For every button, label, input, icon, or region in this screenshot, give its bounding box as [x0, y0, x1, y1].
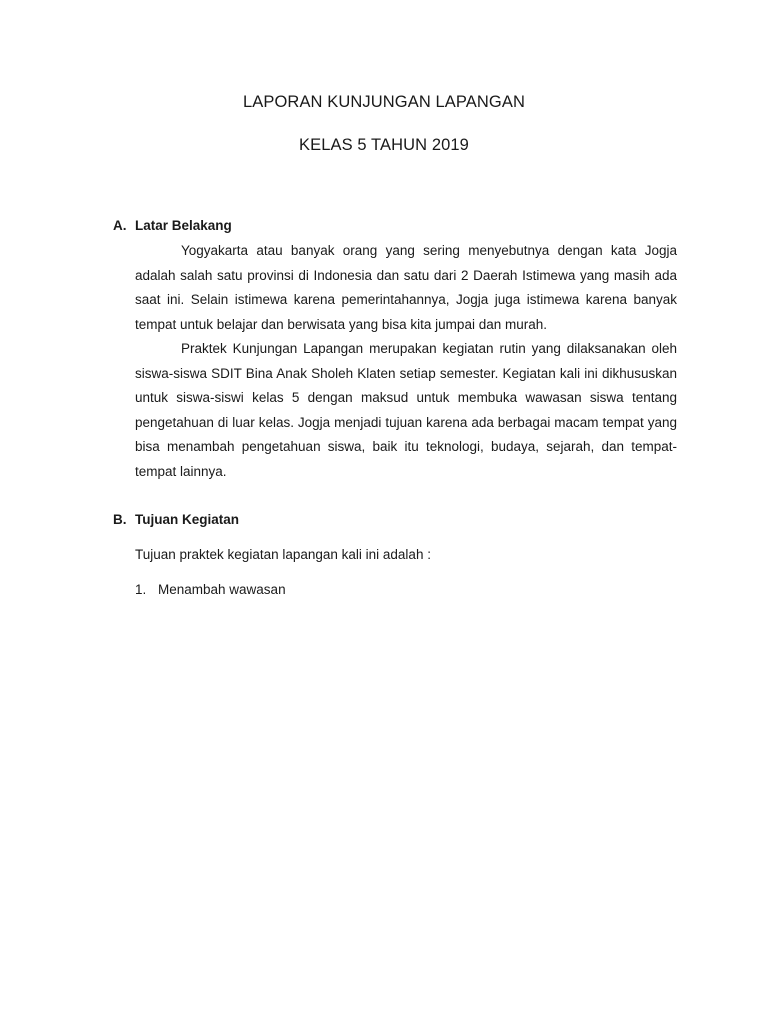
list-item-text: Menambah wawasan — [158, 582, 286, 597]
section-title: Latar Belakang — [135, 218, 232, 233]
document-subtitle: KELAS 5 TAHUN 2019 — [299, 136, 469, 154]
section-heading-tujuan-kegiatan — [113, 512, 239, 527]
document-title: LAPORAN KUNJUNGAN LAPANGAN — [243, 93, 525, 111]
list-item — [135, 582, 286, 597]
section-title: Tujuan Kegiatan — [135, 512, 240, 527]
section-heading-latar-belakang — [113, 218, 232, 233]
paragraph-latar-belakang-2: Praktek Kunjungan Lapangan merupakan kegiatan rutin yang dilaksanakan oleh siswa-siswa SDIT Bina Anak Sholeh Klaten setiap semester. Kegiatan kali ini dikhususkan untuk siswa-siswi kelas 5 dengan maksud untuk membuka wawasan siswa tentang pengetahuan di luar kelas. Jogja menjadi tujuan karena ada berbagai macam tempat yang bisa menambah pengetahuan siswa, baik itu teknologi, budaya, sejarah, dan tempat-tempat lainnya. — [135, 341, 677, 479]
list-item-number: 1. — [135, 582, 147, 597]
section-letter: A. — [113, 218, 127, 233]
tujuan-intro: Tujuan praktek kegiatan lapangan kali ini adalah : — [135, 547, 431, 562]
paragraph-latar-belakang-1: Yogyakarta atau banyak orang yang sering menyebutnya dengan kata Jogja adalah salah satu provinsi di Indonesia dan satu dari 2 Daerah Istimewa yang masih ada saat ini. Selain istimewa karena pemerintahannya, Jogja juga istimewa karena banyak tempat untuk belajar dan berwisata yang bisa kita jumpai dan murah. — [135, 243, 677, 332]
section-letter: B. — [113, 512, 127, 527]
